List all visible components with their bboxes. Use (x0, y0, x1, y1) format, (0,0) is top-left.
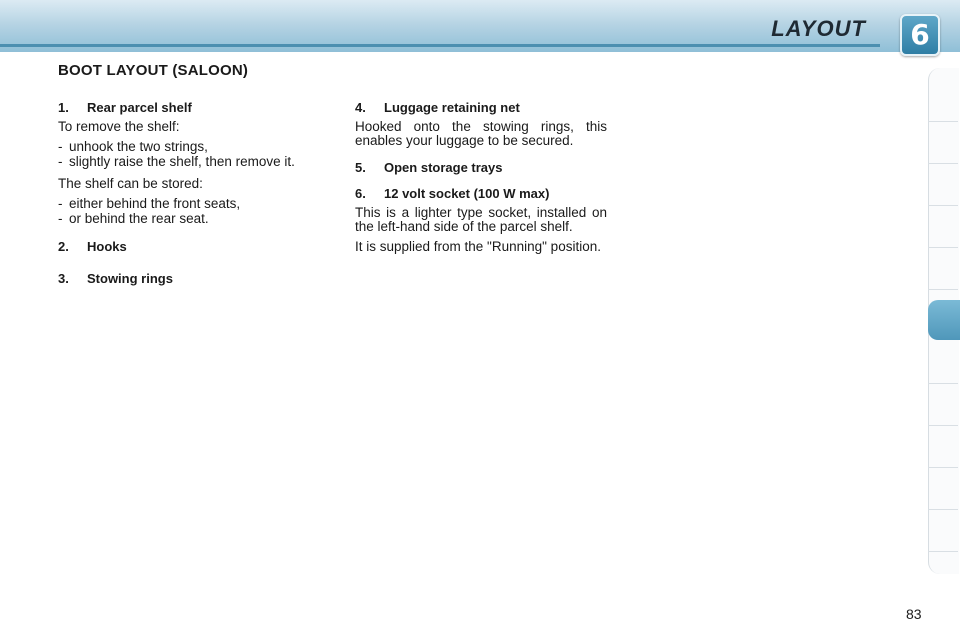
shelf-storage-options (58, 197, 310, 226)
list-item: - slightly raise the shelf, then remove it. (58, 155, 310, 169)
chapter-tab-6-active[interactable] (928, 300, 960, 340)
list-item: - unhook the two strings, (58, 140, 310, 154)
section-heading-rear-parcel-shelf: 1. Rear parcel shelf (58, 100, 192, 115)
page-title: BOOT LAYOUT (SALOON) (58, 62, 249, 79)
chapter-tab-11[interactable] (928, 512, 958, 552)
chapter-tab-3[interactable] (928, 166, 958, 206)
chapter-tab-4[interactable] (928, 208, 958, 248)
header-rule (0, 44, 880, 47)
list-item: - or behind the rear seat. (58, 212, 310, 226)
chapter-tab-8[interactable] (928, 386, 958, 426)
chapter-number-badge: 6 (900, 14, 940, 56)
left-column (58, 101, 310, 291)
chapter-title: LAYOUT (771, 16, 866, 41)
socket-description-text: This is a lighter type socket, installed on the left-hand side of the parcel shelf. (355, 205, 607, 234)
chapter-tab-7[interactable] (928, 344, 958, 384)
chapter-tab-1[interactable] (928, 82, 958, 122)
section-heading-stowing-rings: 3. Stowing rings (58, 271, 173, 286)
right-column (355, 101, 607, 260)
section-heading-hooks: 2. Hooks (58, 239, 127, 254)
shelf-removal-intro: To remove the shelf: (58, 119, 180, 134)
shelf-removal-steps (58, 140, 310, 169)
page-number: 83 (906, 606, 922, 622)
list-item: - either behind the front seats, (58, 197, 310, 211)
chapter-tab-10[interactable] (928, 470, 958, 510)
section-heading-luggage-net: 4. Luggage retaining net (355, 100, 520, 115)
chapter-tab-2[interactable] (928, 124, 958, 164)
luggage-net-text: Hooked onto the stowing rings, this enables your luggage to be secured. (355, 119, 607, 148)
chapter-tab-9[interactable] (928, 428, 958, 468)
socket-supply-text: It is supplied from the "Running" position. (355, 239, 601, 254)
section-heading-12v-socket: 6. 12 volt socket (100 W max) (355, 186, 550, 201)
section-heading-storage-trays: 5. Open storage trays (355, 160, 503, 175)
shelf-storage-intro: The shelf can be stored: (58, 176, 203, 191)
chapter-tab-5[interactable] (928, 250, 958, 290)
